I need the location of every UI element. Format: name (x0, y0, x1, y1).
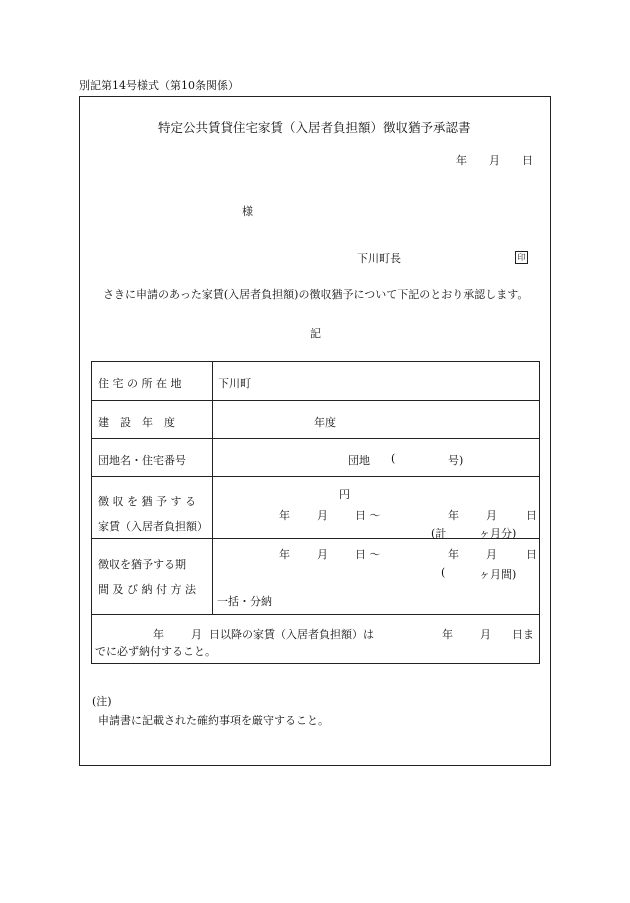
period-to-day: 日 (526, 548, 537, 561)
ki-heading: 記 (310, 327, 321, 340)
details-table (91, 361, 540, 664)
notes-text: 申請書に記載された確約事項を厳守すること。 (98, 714, 329, 727)
deferral-period-label-2: 間 及 び 納 付 方 法 (98, 583, 196, 596)
period-from-day: 日 ～ (355, 548, 381, 561)
location-value-cell (213, 362, 540, 401)
construction-year-label: 建 設 年 度 (98, 416, 175, 429)
table-row (92, 439, 540, 477)
construction-year-label-cell (92, 401, 213, 439)
months-open: ( (441, 566, 446, 579)
from-day: 日 ～ (355, 509, 381, 522)
table-row (92, 615, 540, 664)
date-day: 日 (522, 154, 533, 167)
date-year: 年 (456, 154, 467, 167)
to-month: 月 (486, 509, 497, 522)
form-number: 別記第14号様式（第10条関係） (79, 79, 239, 92)
total-open: (計 (431, 527, 447, 540)
deadline-year-2: 年 (442, 628, 453, 641)
house-number-suffix: 号) (448, 454, 464, 467)
deferral-period-label-cell (92, 539, 213, 615)
payment-method: 一括・分納 (217, 595, 272, 608)
body-text: さきに申請のあった家賃(入居者負担額)の徴収猶予について下記のとおり承認します。 (103, 288, 529, 301)
period-to-month: 月 (486, 548, 497, 561)
house-number-open: ( (391, 452, 396, 465)
to-year: 年 (448, 509, 459, 522)
table-row (92, 401, 540, 439)
deferral-period-label-1: 徴収を猶予する期 (98, 558, 186, 571)
table-row (92, 362, 540, 401)
table-row (92, 539, 540, 615)
deferred-rent-label-cell (92, 477, 213, 539)
construction-year-value: 年度 (314, 416, 336, 429)
seal-icon: 印 (515, 251, 528, 264)
to-day: 日 (526, 509, 537, 522)
danchi-text: 団地 (348, 454, 370, 467)
deadline-text: 日以降の家賃（入居者負担額）は (209, 628, 374, 641)
location-value: 下川町 (218, 377, 251, 390)
location-label: 住 宅 の 所 在 地 (98, 377, 182, 390)
notes-heading: (注) (92, 695, 112, 708)
date-month: 月 (489, 154, 500, 167)
issuer: 下川町長 (357, 252, 401, 265)
addressee-suffix: 様 (242, 205, 253, 218)
danchi-label: 団地名・住宅番号 (98, 454, 186, 467)
deferred-rent-label-1: 徴 収 を 猶 予 す る (98, 495, 196, 508)
payment-deadline-cell (92, 615, 540, 664)
total-months: ヶ月分) (479, 527, 517, 540)
from-month: 月 (317, 509, 328, 522)
yen-unit: 円 (339, 488, 350, 501)
period-from-year: 年 (279, 548, 290, 561)
period-from-month: 月 (317, 548, 328, 561)
deadline-end: 日ま (512, 628, 534, 641)
danchi-value-cell (213, 439, 540, 477)
months-count: ヶ月間) (479, 568, 517, 581)
construction-year-value-cell (213, 401, 540, 439)
deadline-year-1: 年 (153, 628, 164, 641)
table-row (92, 477, 540, 539)
period-to-year: 年 (448, 548, 459, 561)
danchi-label-cell (92, 439, 213, 477)
location-label-cell (92, 362, 213, 401)
from-year: 年 (279, 509, 290, 522)
deadline-month-2: 月 (480, 628, 491, 641)
deadline-line-2: でに必ず納付すること。 (95, 645, 216, 658)
deferred-rent-value-cell (213, 477, 540, 539)
deadline-month-1: 月 (191, 628, 202, 641)
document-title: 特定公共賃貸住宅家賃（入居者負担額）徴収猶予承認書 (158, 120, 471, 135)
deferral-period-value-cell (213, 539, 540, 615)
deferred-rent-label-2: 家賃（入居者負担額） (98, 520, 208, 533)
seal-mark (515, 250, 528, 264)
